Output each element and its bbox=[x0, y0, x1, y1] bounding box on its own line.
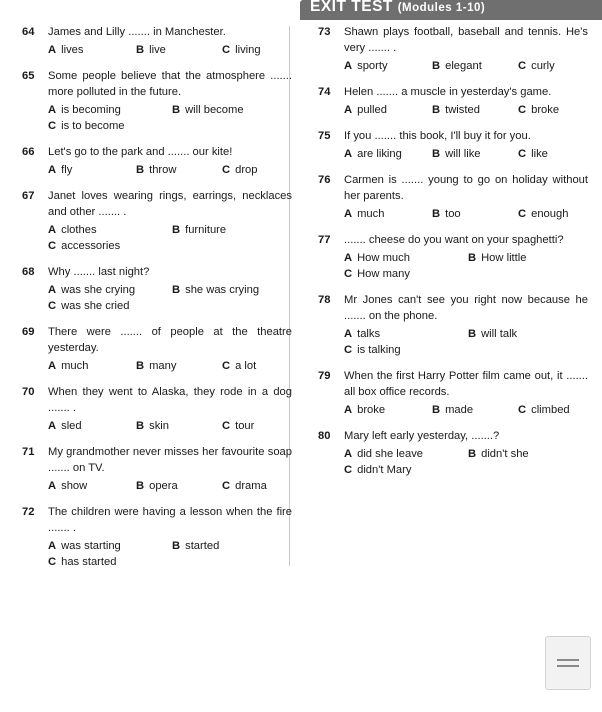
question-number: 72 bbox=[22, 506, 35, 518]
question-item bbox=[22, 188, 292, 254]
menu-widget[interactable] bbox=[545, 636, 591, 690]
option-row bbox=[48, 298, 292, 314]
question-item bbox=[22, 144, 292, 178]
question-number: 68 bbox=[22, 266, 35, 278]
option-choice-a[interactable] bbox=[344, 402, 432, 418]
question-stem: The children were having a lesson when the fire ....... . bbox=[48, 506, 292, 534]
question-item bbox=[318, 128, 588, 162]
option-choice-c[interactable] bbox=[222, 418, 254, 434]
option-text: clothes bbox=[61, 224, 97, 236]
option-choice-c[interactable] bbox=[344, 462, 468, 478]
option-group bbox=[48, 102, 292, 134]
option-text: was she cried bbox=[61, 300, 130, 312]
option-group bbox=[344, 402, 588, 418]
option-letter: B bbox=[432, 104, 441, 116]
option-letter: A bbox=[344, 148, 353, 160]
question-item bbox=[318, 84, 588, 118]
option-choice-b[interactable] bbox=[432, 58, 518, 74]
option-choice-a[interactable] bbox=[344, 206, 432, 222]
question-number: 74 bbox=[318, 86, 331, 98]
question-number: 79 bbox=[318, 370, 331, 382]
question-item bbox=[22, 504, 292, 570]
option-text: furniture bbox=[185, 224, 227, 236]
option-group bbox=[344, 206, 588, 222]
option-choice-c[interactable] bbox=[48, 238, 172, 254]
option-letter: B bbox=[136, 420, 145, 432]
option-text: made bbox=[445, 404, 474, 416]
question-item bbox=[22, 384, 292, 434]
question-stem: Why ....... last night? bbox=[48, 266, 150, 278]
option-text: drama bbox=[235, 480, 267, 492]
question-stem: Carmen is ....... young to go on holiday without her parents. bbox=[344, 174, 588, 202]
option-choice-c[interactable] bbox=[518, 402, 570, 418]
option-text: is talking bbox=[357, 344, 401, 356]
question-stem: Some people believe that the atmosphere ....... more polluted in the future. bbox=[48, 70, 292, 98]
option-choice-a[interactable] bbox=[344, 446, 468, 462]
option-choice-c[interactable] bbox=[222, 478, 267, 494]
question-stem: When the first Harry Potter film came out, it ....... all box office records. bbox=[344, 370, 588, 398]
menu-icon-line-2 bbox=[557, 665, 579, 667]
question-number: 69 bbox=[22, 326, 35, 338]
option-choice-a[interactable] bbox=[48, 42, 136, 58]
option-choice-a[interactable] bbox=[344, 146, 432, 162]
option-choice-a[interactable] bbox=[48, 538, 172, 554]
option-text: like bbox=[531, 148, 548, 160]
option-row bbox=[48, 162, 292, 178]
option-letter: A bbox=[344, 208, 353, 220]
option-letter: A bbox=[48, 224, 57, 236]
option-text: How much bbox=[357, 252, 410, 264]
option-choice-a[interactable] bbox=[344, 250, 468, 266]
question-stem: Mr Jones can't see you right now because he ....... on the phone. bbox=[344, 294, 588, 322]
option-text: broke bbox=[531, 104, 560, 116]
option-text: didn't she bbox=[481, 448, 529, 460]
option-letter: B bbox=[172, 540, 181, 552]
question-stem: There were ....... of people at the theatre yesterday. bbox=[48, 326, 292, 354]
option-choice-a[interactable] bbox=[48, 102, 172, 118]
option-row bbox=[48, 418, 292, 434]
page-title-modules: (Modules 1-10) bbox=[397, 2, 486, 14]
option-row bbox=[48, 478, 292, 494]
question-item bbox=[22, 24, 292, 58]
option-text: was starting bbox=[61, 540, 121, 552]
option-text: a lot bbox=[235, 360, 257, 372]
option-text: accessories bbox=[61, 240, 121, 252]
option-letter: C bbox=[222, 44, 231, 56]
question-stem: ....... cheese do you want on your spaghetti? bbox=[344, 234, 564, 246]
option-choice-c[interactable] bbox=[518, 58, 555, 74]
option-letter: C bbox=[222, 420, 231, 432]
option-letter: C bbox=[518, 104, 527, 116]
option-letter: B bbox=[432, 404, 441, 416]
option-text: broke bbox=[357, 404, 386, 416]
option-text: throw bbox=[149, 164, 177, 176]
option-letter: A bbox=[48, 284, 57, 296]
option-row bbox=[344, 446, 588, 462]
option-text: sporty bbox=[357, 60, 388, 72]
option-choice-c[interactable] bbox=[48, 554, 172, 570]
option-choice-c[interactable] bbox=[222, 42, 261, 58]
option-letter: B bbox=[432, 148, 441, 160]
option-choice-b[interactable] bbox=[432, 402, 518, 418]
option-row bbox=[48, 222, 292, 238]
page-title-text: EXIT TEST bbox=[310, 0, 393, 15]
option-choice-b[interactable] bbox=[468, 250, 568, 266]
option-letter: C bbox=[222, 480, 231, 492]
option-text: didn't Mary bbox=[357, 464, 412, 476]
option-group bbox=[48, 222, 292, 254]
option-row bbox=[344, 146, 588, 162]
question-stem: Shawn plays football, baseball and tennis. He's very ....... . bbox=[344, 26, 588, 54]
question-item bbox=[22, 264, 292, 314]
option-text: will talk bbox=[481, 328, 518, 340]
option-row bbox=[344, 402, 588, 418]
option-row bbox=[48, 282, 292, 298]
question-stem: If you ....... this book, I'll buy it for you. bbox=[344, 130, 531, 142]
option-letter: A bbox=[344, 60, 353, 72]
question-stem: Let's go to the park and ....... our kite! bbox=[48, 146, 233, 158]
option-row bbox=[48, 102, 292, 118]
option-text: started bbox=[185, 540, 220, 552]
option-text: sled bbox=[61, 420, 82, 432]
option-group bbox=[48, 282, 292, 314]
option-choice-a[interactable] bbox=[48, 282, 172, 298]
option-choice-a[interactable] bbox=[344, 102, 432, 118]
option-row bbox=[48, 538, 292, 554]
option-row bbox=[48, 118, 292, 134]
option-choice-b[interactable] bbox=[432, 102, 518, 118]
question-stem: Helen ....... a muscle in yesterday's game. bbox=[344, 86, 552, 98]
option-text: How many bbox=[357, 268, 410, 280]
option-group bbox=[344, 446, 588, 478]
option-letter: B bbox=[136, 480, 145, 492]
page-title bbox=[310, 0, 485, 16]
option-text: show bbox=[61, 480, 88, 492]
option-letter: A bbox=[344, 448, 353, 460]
option-letter: A bbox=[344, 404, 353, 416]
option-group bbox=[48, 538, 292, 570]
option-group bbox=[344, 250, 588, 282]
menu-icon-line-1 bbox=[557, 659, 579, 661]
option-row bbox=[344, 342, 588, 358]
question-stem: Janet loves wearing rings, earrings, necklaces and other ....... . bbox=[48, 190, 292, 218]
option-letter: B bbox=[468, 252, 477, 264]
question-number: 73 bbox=[318, 26, 331, 38]
option-choice-c[interactable] bbox=[222, 162, 258, 178]
question-number: 77 bbox=[318, 234, 331, 246]
option-choice-b[interactable] bbox=[172, 222, 272, 238]
option-group bbox=[48, 358, 292, 374]
option-row bbox=[344, 250, 588, 266]
question-number: 70 bbox=[22, 386, 35, 398]
option-group bbox=[344, 58, 588, 74]
option-letter: A bbox=[344, 104, 353, 116]
option-letter: B bbox=[432, 60, 441, 72]
option-group bbox=[48, 42, 292, 58]
option-choice-b[interactable] bbox=[136, 418, 222, 434]
option-letter: A bbox=[48, 420, 57, 432]
option-choice-b[interactable] bbox=[136, 478, 222, 494]
option-text: will become bbox=[185, 104, 244, 116]
question-item bbox=[318, 24, 588, 74]
option-choice-a[interactable] bbox=[48, 222, 172, 238]
option-text: pulled bbox=[357, 104, 387, 116]
option-choice-c[interactable] bbox=[518, 206, 568, 222]
option-text: talks bbox=[357, 328, 381, 340]
option-letter: C bbox=[518, 208, 527, 220]
question-item bbox=[22, 444, 292, 494]
option-letter: C bbox=[344, 268, 353, 280]
test-page bbox=[0, 24, 602, 584]
option-row bbox=[48, 358, 292, 374]
question-stem: James and Lilly ....... in Manchester. bbox=[48, 26, 226, 38]
option-letter: A bbox=[48, 480, 57, 492]
option-choice-b[interactable] bbox=[172, 102, 272, 118]
question-number: 80 bbox=[318, 430, 331, 442]
question-number: 64 bbox=[22, 26, 35, 38]
option-choice-c[interactable] bbox=[518, 102, 559, 118]
question-stem: My grandmother never misses her favourite soap ....... on TV. bbox=[48, 446, 292, 474]
option-choice-c[interactable] bbox=[48, 298, 172, 314]
question-stem: Mary left early yesterday, .......? bbox=[344, 430, 500, 442]
option-text: will like bbox=[445, 148, 481, 160]
option-row bbox=[344, 206, 588, 222]
option-choice-a[interactable] bbox=[48, 358, 136, 374]
option-text: has started bbox=[61, 556, 117, 568]
option-choice-b[interactable] bbox=[136, 358, 222, 374]
option-text: skin bbox=[149, 420, 169, 432]
option-letter: A bbox=[48, 104, 57, 116]
question-item bbox=[318, 292, 588, 358]
option-letter: C bbox=[48, 120, 57, 132]
option-text: much bbox=[357, 208, 385, 220]
option-row bbox=[344, 326, 588, 342]
option-choice-b[interactable] bbox=[172, 538, 272, 554]
question-column-left bbox=[22, 24, 292, 580]
option-text: is becoming bbox=[61, 104, 121, 116]
option-group bbox=[48, 418, 292, 434]
option-text: lives bbox=[61, 44, 84, 56]
option-text: elegant bbox=[445, 60, 482, 72]
option-choice-c[interactable] bbox=[48, 118, 172, 134]
question-item bbox=[318, 172, 588, 222]
option-text: tour bbox=[235, 420, 255, 432]
option-row bbox=[344, 102, 588, 118]
option-choice-b[interactable] bbox=[172, 282, 272, 298]
option-choice-a[interactable] bbox=[48, 418, 136, 434]
option-text: twisted bbox=[445, 104, 480, 116]
option-choice-a[interactable] bbox=[48, 478, 136, 494]
option-text: was she crying bbox=[61, 284, 136, 296]
option-choice-a[interactable] bbox=[48, 162, 136, 178]
option-choice-b[interactable] bbox=[432, 206, 518, 222]
option-text: How little bbox=[481, 252, 527, 264]
option-letter: A bbox=[48, 540, 57, 552]
option-choice-b[interactable] bbox=[136, 42, 222, 58]
question-item bbox=[22, 68, 292, 134]
option-text: she was crying bbox=[185, 284, 260, 296]
option-letter: A bbox=[48, 360, 57, 372]
option-text: too bbox=[445, 208, 461, 220]
option-text: are liking bbox=[357, 148, 402, 160]
option-letter: C bbox=[48, 556, 57, 568]
question-number: 76 bbox=[318, 174, 331, 186]
option-letter: A bbox=[344, 328, 353, 340]
option-letter: C bbox=[518, 60, 527, 72]
option-choice-b[interactable] bbox=[468, 326, 568, 342]
option-text: much bbox=[61, 360, 89, 372]
option-choice-b[interactable] bbox=[432, 146, 518, 162]
option-choice-c[interactable] bbox=[518, 146, 548, 162]
question-number: 75 bbox=[318, 130, 331, 142]
option-letter: B bbox=[468, 448, 477, 460]
option-letter: A bbox=[48, 44, 57, 56]
option-letter: C bbox=[222, 360, 231, 372]
option-text: living bbox=[235, 44, 261, 56]
question-item bbox=[318, 368, 588, 418]
question-number: 78 bbox=[318, 294, 331, 306]
option-choice-b[interactable] bbox=[468, 446, 568, 462]
option-letter: B bbox=[172, 224, 181, 236]
option-choice-c[interactable] bbox=[344, 342, 468, 358]
option-text: is to become bbox=[61, 120, 125, 132]
option-group bbox=[344, 326, 588, 358]
question-number: 71 bbox=[22, 446, 35, 458]
question-item bbox=[22, 324, 292, 374]
option-letter: C bbox=[344, 344, 353, 356]
option-choice-a[interactable] bbox=[344, 326, 468, 342]
option-group bbox=[344, 146, 588, 162]
option-row bbox=[48, 42, 292, 58]
option-choice-c[interactable] bbox=[222, 358, 256, 374]
option-text: did she leave bbox=[357, 448, 424, 460]
option-group bbox=[48, 478, 292, 494]
question-number: 67 bbox=[22, 190, 35, 202]
option-letter: C bbox=[518, 404, 527, 416]
question-column-right bbox=[318, 24, 588, 488]
question-item bbox=[318, 428, 588, 478]
question-stem: When they went to Alaska, they rode in a dog ....... . bbox=[48, 386, 292, 414]
option-letter: B bbox=[136, 44, 145, 56]
option-letter: C bbox=[518, 148, 527, 160]
option-letter: A bbox=[344, 252, 353, 264]
option-letter: B bbox=[172, 284, 181, 296]
option-group bbox=[344, 102, 588, 118]
option-letter: B bbox=[468, 328, 477, 340]
option-group bbox=[48, 162, 292, 178]
option-letter: A bbox=[48, 164, 57, 176]
option-choice-a[interactable] bbox=[344, 58, 432, 74]
option-text: curly bbox=[531, 60, 555, 72]
option-text: climbed bbox=[531, 404, 570, 416]
option-letter: C bbox=[344, 464, 353, 476]
option-letter: B bbox=[172, 104, 181, 116]
option-text: many bbox=[149, 360, 177, 372]
option-row bbox=[344, 462, 588, 478]
option-text: opera bbox=[149, 480, 178, 492]
option-choice-b[interactable] bbox=[136, 162, 222, 178]
option-letter: C bbox=[48, 300, 57, 312]
option-letter: B bbox=[136, 164, 145, 176]
option-row bbox=[344, 266, 588, 282]
option-row bbox=[48, 554, 292, 570]
question-item bbox=[318, 232, 588, 282]
option-letter: C bbox=[48, 240, 57, 252]
option-text: drop bbox=[235, 164, 258, 176]
question-number: 66 bbox=[22, 146, 35, 158]
option-letter: B bbox=[136, 360, 145, 372]
option-choice-c[interactable] bbox=[344, 266, 468, 282]
option-row bbox=[344, 58, 588, 74]
option-text: fly bbox=[61, 164, 73, 176]
option-row bbox=[48, 238, 292, 254]
question-number: 65 bbox=[22, 70, 35, 82]
option-letter: B bbox=[432, 208, 441, 220]
option-text: enough bbox=[531, 208, 569, 220]
option-letter: C bbox=[222, 164, 231, 176]
option-text: live bbox=[149, 44, 166, 56]
